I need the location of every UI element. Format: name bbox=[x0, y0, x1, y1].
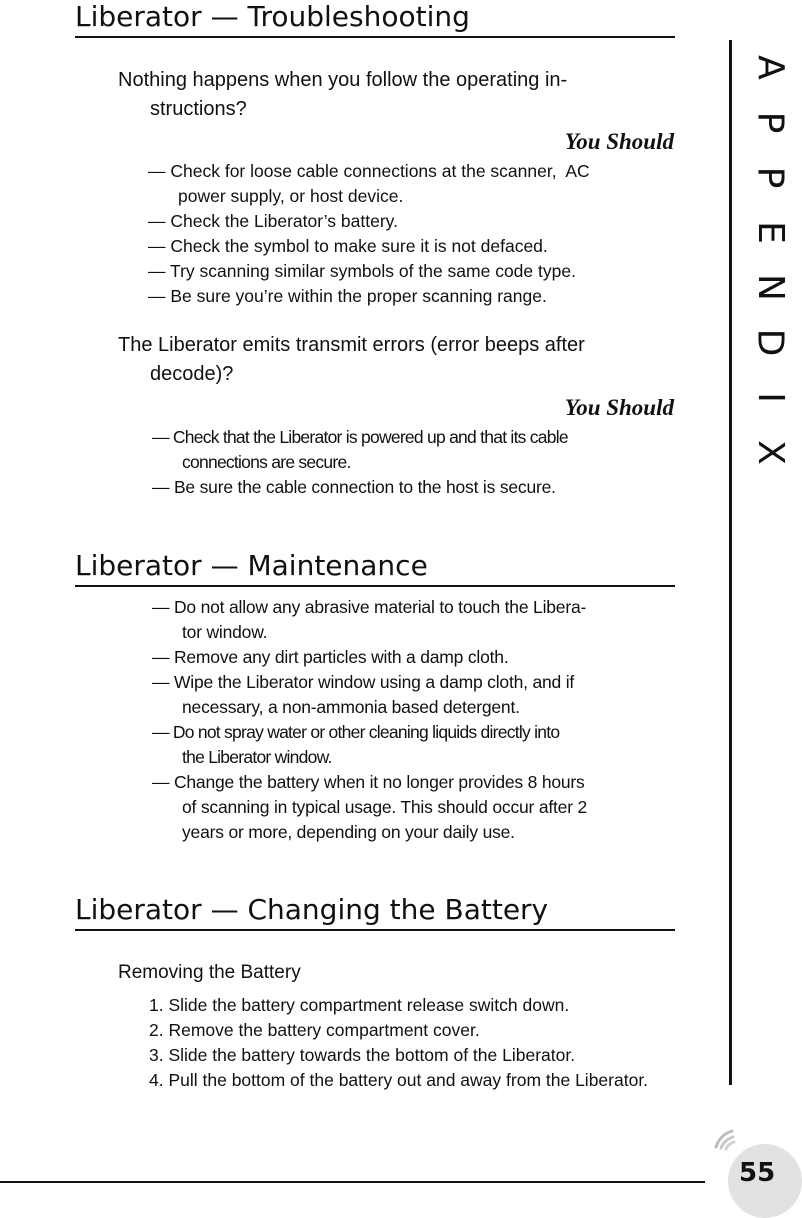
step-item: 3. Slide the battery towards the bottom of the Liberator. bbox=[149, 1045, 576, 1065]
list-item: — Do not spray water or other cleaning liquids directly into the Liberator window. bbox=[152, 722, 560, 767]
step-item: 4. Pull the bottom of the battery out and away from the Liberator. bbox=[149, 1070, 649, 1090]
page-number: 55 bbox=[739, 1158, 776, 1188]
list-item: — Be sure you’re within the proper scanning range. bbox=[148, 286, 547, 306]
list-item: — Wipe the Liberator window using a damp cloth, and if necessary, a non-ammonia based detergent. bbox=[152, 672, 575, 717]
appendix-letter: P bbox=[749, 166, 791, 189]
maintenance-heading: Liberator — Maintenance bbox=[75, 549, 675, 587]
appendix-letter: X bbox=[749, 440, 791, 465]
question-no-response: Nothing happens when you follow the operating in- structions? bbox=[118, 69, 568, 120]
list-item: — Change the battery when it no longer provides 8 hours of scanning in typical usage. This should occur after 2 years or more, depending on your daily use. bbox=[152, 772, 588, 842]
appendix-letter: D bbox=[749, 328, 791, 357]
list-item: — Try scanning similar symbols of the same code type. bbox=[148, 261, 576, 281]
appendix-letter: E bbox=[749, 221, 791, 244]
step-item: 1. Slide the battery compartment release switch down. bbox=[149, 995, 570, 1015]
footer-rule bbox=[0, 1181, 705, 1183]
list-item: — Check the Liberator’s battery. bbox=[148, 211, 398, 231]
battery-heading: Liberator — Changing the Battery bbox=[75, 893, 675, 931]
question-transmit-errors: The Liberator emits transmit errors (error beeps after decode)? bbox=[118, 334, 585, 385]
you-should-label: You Should bbox=[564, 395, 674, 420]
sidebar-rule bbox=[729, 40, 732, 1085]
appendix-letter: A bbox=[749, 55, 791, 80]
appendix-letter: P bbox=[749, 111, 791, 134]
appendix-letter: N bbox=[749, 274, 791, 301]
maintenance-list bbox=[152, 595, 674, 845]
list-item: — Be sure the cable connection to the host is secure. bbox=[152, 477, 556, 497]
troubleshooting-list-2 bbox=[152, 425, 674, 500]
battery-steps bbox=[149, 993, 674, 1093]
list-item: — Check the symbol to make sure it is not defaced. bbox=[148, 236, 548, 256]
removing-battery-subheading: Removing the Battery bbox=[118, 962, 301, 983]
troubleshooting-list-1 bbox=[148, 159, 674, 309]
appendix-letter: I bbox=[749, 392, 791, 403]
list-item: — Check for loose cable connections at the scanner, AC power supply, or host device. bbox=[148, 161, 590, 206]
appendix-tab bbox=[749, 40, 791, 480]
list-item: — Do not allow any abrasive material to touch the Libera- tor window. bbox=[152, 597, 587, 642]
list-item: — Check that the Liberator is powered up and that its cable connections are secure. bbox=[152, 427, 568, 472]
you-should-label: You Should bbox=[564, 129, 674, 154]
troubleshooting-heading: Liberator — Troubleshooting bbox=[75, 0, 675, 38]
list-item: — Remove any dirt particles with a damp cloth. bbox=[152, 647, 509, 667]
wireless-swoosh-icon bbox=[712, 1125, 742, 1151]
step-item: 2. Remove the battery compartment cover. bbox=[149, 1020, 480, 1040]
